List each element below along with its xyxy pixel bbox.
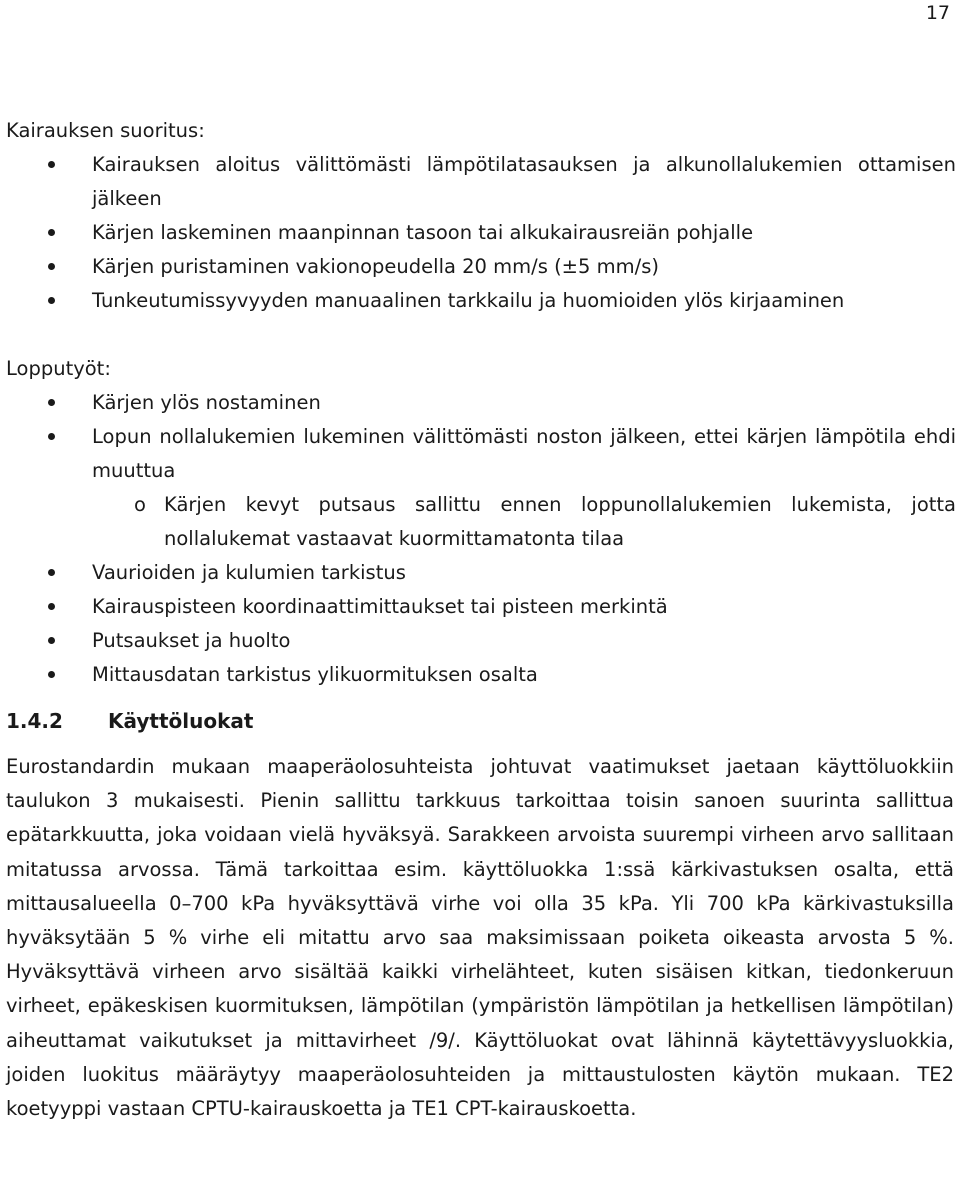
list-item-text: Kairauspisteen koordinaattimittaukset tai pisteen merkintä	[92, 595, 668, 618]
page-number: 17	[925, 2, 950, 24]
list-item-text: Kärjen puristaminen vakionopeudella 20 mm/s (±5 mm/s)	[92, 255, 659, 278]
section-number: 1.4.2	[6, 709, 63, 733]
list-item	[6, 148, 956, 216]
list-item	[6, 590, 956, 624]
sub-list-item-text: Kärjen kevyt putsaus sallittu ennen loppunollalukemien lukemista, jotta nollalukemat vastaavat kuormittamatonta tilaa	[164, 493, 956, 550]
list-item	[6, 216, 956, 250]
list-item-text: Kärjen laskeminen maanpinnan tasoon tai alkukairausreiän pohjalle	[92, 221, 754, 244]
bullet-icon	[48, 433, 55, 440]
bullet-icon	[48, 161, 55, 168]
final-work-label: Lopputyöt:	[6, 357, 111, 380]
bullet-icon	[48, 297, 55, 304]
list-item-text: Vaurioiden ja kulumien tarkistus	[92, 561, 406, 584]
list-item	[6, 250, 956, 284]
final-work-sublist	[6, 488, 956, 556]
list-item	[6, 386, 956, 420]
list-item	[6, 420, 956, 488]
list-item-text: Kärjen ylös nostaminen	[92, 391, 321, 414]
execution-list	[6, 148, 956, 318]
list-item-text: Lopun nollalukemien lukeminen välittömästi noston jälkeen, ettei kärjen lämpötila ehdi muuttua	[92, 425, 956, 482]
list-item-text: Mittausdatan tarkistus ylikuormituksen osalta	[92, 663, 538, 686]
bullet-icon	[48, 263, 55, 270]
list-item	[6, 658, 956, 692]
list-item	[6, 556, 956, 590]
body-paragraph: Eurostandardin mukaan maaperäolosuhteista johtuvat vaatimukset jaetaan käyttöluokkiin taulukon 3 mukaisesti. Pienin sallittu tarkkuus tarkoittaa toisin sanoen suurinta sallittua epätarkkuutta, joka voidaan vielä hyväksyä. Sarakkeen arvoista suurempi virheen arvo sallitaan mitatussa arvossa. Tämä tarkoittaa esim. käyttöluokka 1:ssä kärkivastuksen osalta, että mittausalueella 0–700 kPa hyväksyttävä virhe voi olla 35 kPa. Yli 700 kPa kärkivastuksilla hyväksytään 5 % virhe eli mitattu arvo saa maksimissaan poiketa oikeasta arvosta 5 %. Hyväksyttävä virheen arvo sisältää kaikki virhelähteet, kuten sisäisen kitkan, tiedonkeruun virheet, epäkeskisen kuormituksen, lämpötilan (ympäristön lämpötilan ja hetkellisen lämpötilan) aiheuttamat vaikutukset ja mittavirheet /9/. Käyttöluokat ovat lähinnä käytettävyysluokkia, joiden luokitus määräytyy maaperäolosuhteiden ja mittaustulosten käytön mukaan. TE2 koetyyppi vastaan CPTU-kairauskoetta ja TE1 CPT-kairauskoetta.	[6, 755, 954, 1121]
document-body	[6, 114, 956, 1126]
circle-bullet-icon: o	[134, 493, 146, 516]
bullet-icon	[48, 399, 55, 406]
section-heading	[6, 692, 956, 750]
bullet-icon	[48, 603, 55, 610]
sub-list-item	[6, 488, 956, 556]
list-item-text: Tunkeutumissyvyyden manuaalinen tarkkailu ja huomioiden ylös kirjaaminen	[92, 289, 845, 312]
list-item	[6, 624, 956, 658]
bullet-icon	[48, 671, 55, 678]
final-work-list	[6, 386, 956, 488]
final-work-list-continued	[6, 556, 956, 692]
list-item-text: Kairauksen aloitus välittömästi lämpötilatasauksen ja alkunollalukemien ottamisen jälkeen	[92, 153, 956, 210]
bullet-icon	[48, 637, 55, 644]
list-item-text: Putsaukset ja huolto	[92, 629, 291, 652]
section-title: Käyttöluokat	[108, 709, 254, 733]
bullet-icon	[48, 229, 55, 236]
execution-label: Kairauksen suoritus:	[6, 119, 205, 142]
list-item	[6, 284, 956, 318]
bullet-icon	[48, 569, 55, 576]
